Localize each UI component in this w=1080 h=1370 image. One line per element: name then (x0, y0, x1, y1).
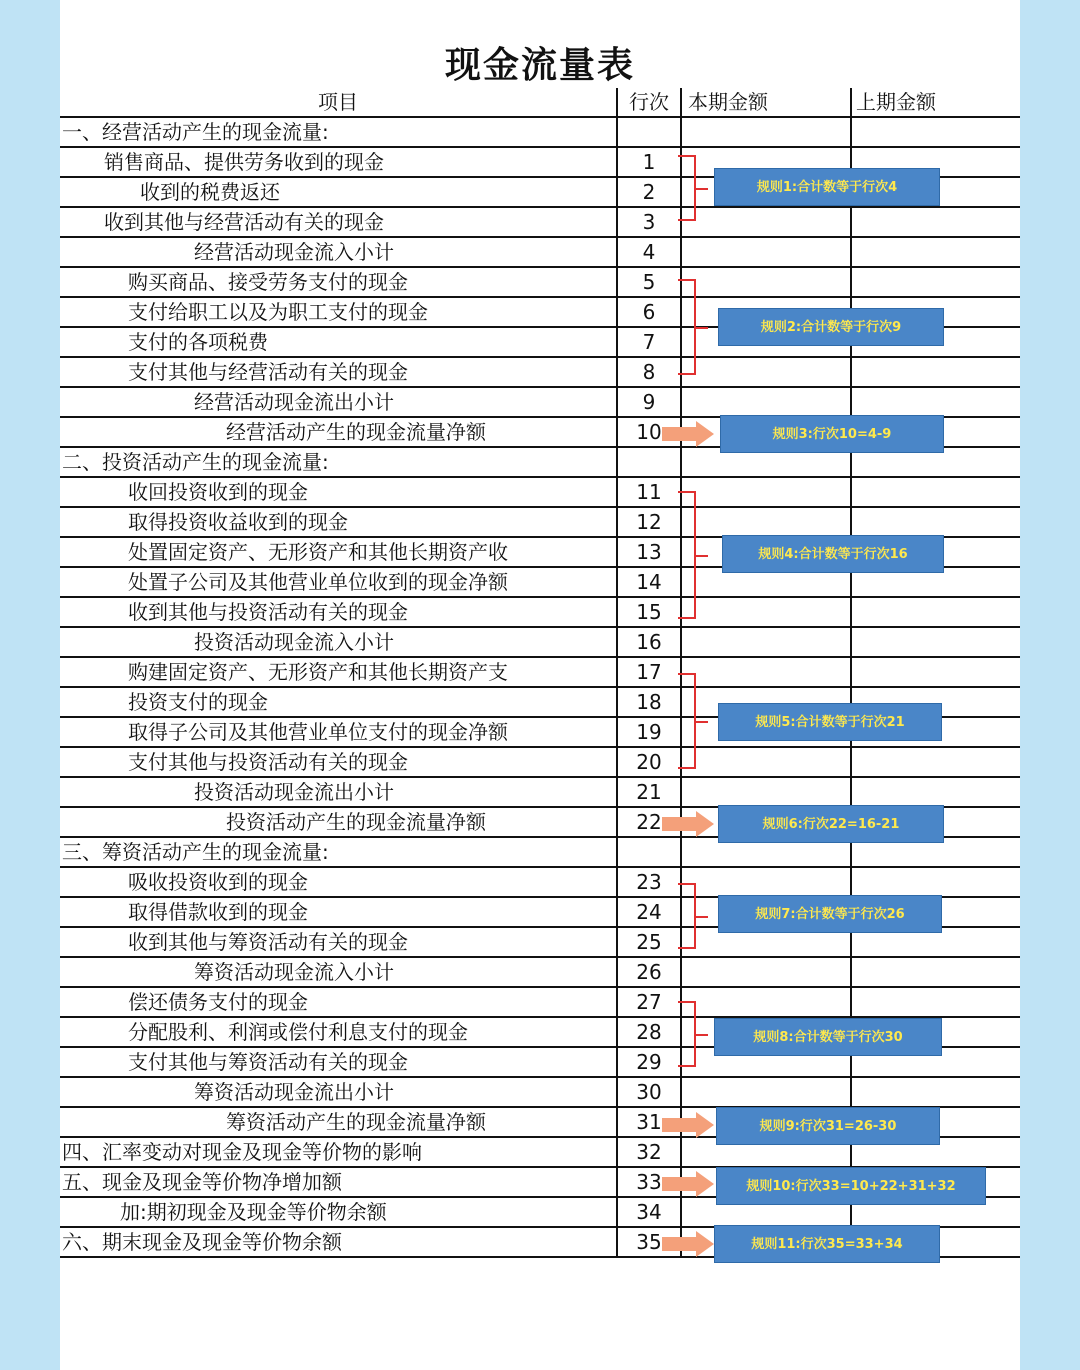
row-item-label: 购建固定资产、无形资产和其他长期资产支 (128, 660, 508, 684)
row-item-label: 收到其他与经营活动有关的现金 (104, 210, 384, 234)
previous-amount-cell[interactable] (850, 238, 1020, 266)
row-number: 31 (616, 1108, 680, 1136)
row-number: 34 (616, 1198, 680, 1226)
current-amount-cell[interactable] (680, 118, 850, 146)
current-amount-cell[interactable] (680, 688, 850, 716)
row-number (616, 448, 680, 476)
row-item-label: 一、经营活动产生的现金流量: (62, 120, 329, 144)
row-number: 16 (616, 628, 680, 656)
row-number: 25 (616, 928, 680, 956)
row-item-label: 六、期末现金及现金等价物余额 (62, 1230, 342, 1254)
current-amount-cell[interactable] (680, 208, 850, 236)
rule-label: 规则2:合计数等于行次9 (718, 308, 944, 346)
row-number: 9 (616, 388, 680, 416)
row-number: 17 (616, 658, 680, 686)
header-row-number: 行次 (616, 88, 680, 116)
current-amount-cell[interactable] (680, 448, 850, 476)
table-row (60, 448, 1020, 478)
row-number (616, 118, 680, 146)
current-amount-cell[interactable] (680, 1198, 850, 1226)
table-row (60, 268, 1020, 298)
table-row (60, 1168, 1020, 1198)
table-row (60, 868, 1020, 898)
current-amount-cell[interactable] (680, 568, 850, 596)
table-row (60, 1198, 1020, 1228)
table-row (60, 658, 1020, 688)
row-number: 32 (616, 1138, 680, 1166)
row-item-label: 四、汇率变动对现金及现金等价物的影响 (62, 1140, 422, 1164)
row-item-label: 经营活动现金流出小计 (194, 390, 394, 414)
table-row (60, 748, 1020, 778)
previous-amount-cell[interactable] (850, 388, 1020, 416)
header-item: 项目 (318, 90, 358, 114)
rule-label: 规则10:行次33=10+22+31+32 (716, 1167, 986, 1205)
current-amount-cell[interactable] (680, 868, 850, 896)
previous-amount-cell[interactable] (850, 988, 1020, 1016)
row-item-label: 吸收投资收到的现金 (128, 870, 308, 894)
row-item-label: 投资活动产生的现金流量净额 (226, 810, 486, 834)
previous-amount-cell[interactable] (850, 778, 1020, 806)
rule-label: 规则4:合计数等于行次16 (722, 535, 944, 573)
table-row (60, 1228, 1020, 1258)
table-row (60, 298, 1020, 328)
previous-amount-cell[interactable] (850, 148, 1020, 176)
row-item-label: 取得投资收益收到的现金 (128, 510, 348, 534)
previous-amount-cell[interactable] (850, 298, 1020, 326)
row-item-label: 经营活动现金流入小计 (194, 240, 394, 264)
table-row (60, 148, 1020, 178)
current-amount-cell[interactable] (680, 328, 850, 356)
previous-amount-cell[interactable] (850, 568, 1020, 596)
previous-amount-cell[interactable] (850, 898, 1020, 926)
row-item-label: 销售商品、提供劳务收到的现金 (104, 150, 384, 174)
row-number: 15 (616, 598, 680, 626)
report-sheet (60, 0, 1020, 1370)
current-amount-cell[interactable] (680, 508, 850, 536)
row-item-label: 分配股利、利润或偿付利息支付的现金 (128, 1020, 468, 1044)
row-number: 22 (616, 808, 680, 836)
row-number: 11 (616, 478, 680, 506)
previous-amount-cell[interactable] (850, 1168, 1020, 1196)
row-item-label: 收到其他与筹资活动有关的现金 (128, 930, 408, 954)
row-item-label: 投资活动现金流入小计 (194, 630, 394, 654)
row-number: 19 (616, 718, 680, 746)
current-amount-cell[interactable] (680, 928, 850, 956)
current-amount-cell[interactable] (680, 1228, 850, 1256)
previous-amount-cell[interactable] (850, 928, 1020, 956)
row-item-label: 收到的税费返还 (140, 180, 280, 204)
row-item-label: 三、筹资活动产生的现金流量: (62, 840, 329, 864)
current-amount-cell[interactable] (680, 658, 850, 686)
row-item-label: 支付其他与投资活动有关的现金 (128, 750, 408, 774)
row-item-label: 支付其他与筹资活动有关的现金 (128, 1050, 408, 1074)
current-amount-cell[interactable] (680, 958, 850, 986)
row-item-label: 支付其他与经营活动有关的现金 (128, 360, 408, 384)
table-row (60, 598, 1020, 628)
row-item-label: 支付给职工以及为职工支付的现金 (128, 300, 428, 324)
table-row (60, 508, 1020, 538)
current-amount-cell[interactable] (680, 148, 850, 176)
row-number: 12 (616, 508, 680, 536)
current-amount-cell[interactable] (680, 388, 850, 416)
rule-label: 规则11:行次35=33+34 (714, 1225, 940, 1263)
table-header-row (60, 88, 1020, 118)
row-item-label: 二、投资活动产生的现金流量: (62, 450, 329, 474)
row-number (616, 838, 680, 866)
current-amount-cell[interactable] (680, 718, 850, 746)
table-row (60, 418, 1020, 448)
row-number: 24 (616, 898, 680, 926)
current-amount-cell[interactable] (680, 1108, 850, 1136)
row-number: 1 (616, 148, 680, 176)
table-row (60, 688, 1020, 718)
current-amount-cell[interactable] (680, 238, 850, 266)
row-number: 6 (616, 298, 680, 326)
table-row (60, 208, 1020, 238)
row-item-label: 支付的各项税费 (128, 330, 268, 354)
previous-amount-cell[interactable] (850, 658, 1020, 686)
current-amount-cell[interactable] (680, 538, 850, 566)
current-amount-cell[interactable] (680, 598, 850, 626)
table-row (60, 1108, 1020, 1138)
table-row (60, 778, 1020, 808)
table-row (60, 898, 1020, 928)
rule-label: 规则8:合计数等于行次30 (714, 1018, 942, 1056)
row-number: 29 (616, 1048, 680, 1076)
current-amount-cell[interactable] (680, 748, 850, 776)
row-item-label: 经营活动产生的现金流量净额 (226, 420, 486, 444)
rule-label: 规则9:行次31=26-30 (716, 1107, 940, 1145)
current-amount-cell[interactable] (680, 778, 850, 806)
previous-amount-cell[interactable] (850, 538, 1020, 566)
current-amount-cell[interactable] (680, 1078, 850, 1106)
previous-amount-cell[interactable] (850, 598, 1020, 626)
table-row (60, 538, 1020, 568)
current-amount-cell[interactable] (680, 1048, 850, 1076)
row-number: 7 (616, 328, 680, 356)
table-row (60, 988, 1020, 1018)
previous-amount-cell[interactable] (850, 718, 1020, 746)
previous-amount-cell[interactable] (850, 478, 1020, 506)
table-row (60, 1048, 1020, 1078)
previous-amount-cell[interactable] (850, 208, 1020, 236)
table-row (60, 568, 1020, 598)
rule-label: 规则5:合计数等于行次21 (718, 703, 942, 741)
table-row (60, 1078, 1020, 1108)
current-amount-cell[interactable] (680, 1138, 850, 1166)
previous-amount-cell[interactable] (850, 958, 1020, 986)
row-number: 3 (616, 208, 680, 236)
row-item-label: 处置子公司及其他营业单位收到的现金净额 (128, 570, 508, 594)
table-row (60, 928, 1020, 958)
rule-label: 规则7:合计数等于行次26 (718, 895, 942, 933)
previous-amount-cell[interactable] (850, 628, 1020, 656)
table-row (60, 478, 1020, 508)
current-amount-cell[interactable] (680, 628, 850, 656)
previous-amount-cell[interactable] (850, 838, 1020, 866)
current-amount-cell[interactable] (680, 898, 850, 926)
rule-label: 规则3:行次10=4-9 (720, 415, 944, 453)
rule-label: 规则1:合计数等于行次4 (714, 168, 940, 206)
row-item-label: 五、现金及现金等价物净增加额 (62, 1170, 342, 1194)
current-amount-cell[interactable] (680, 358, 850, 386)
row-item-label: 加:期初现金及现金等价物余额 (120, 1200, 387, 1224)
current-amount-cell[interactable] (680, 1168, 850, 1196)
previous-amount-cell[interactable] (850, 1018, 1020, 1046)
row-number: 28 (616, 1018, 680, 1046)
table-row (60, 328, 1020, 358)
table-row (60, 628, 1020, 658)
current-amount-cell[interactable] (680, 838, 850, 866)
current-amount-cell[interactable] (680, 298, 850, 326)
current-amount-cell[interactable] (680, 1018, 850, 1046)
previous-amount-cell[interactable] (850, 118, 1020, 146)
table-row (60, 178, 1020, 208)
previous-amount-cell[interactable] (850, 1138, 1020, 1166)
table-row (60, 358, 1020, 388)
row-number: 20 (616, 748, 680, 776)
table-row (60, 238, 1020, 268)
previous-amount-cell[interactable] (850, 1078, 1020, 1106)
previous-amount-cell[interactable] (850, 868, 1020, 896)
row-number: 8 (616, 358, 680, 386)
table-row (60, 958, 1020, 988)
row-number: 27 (616, 988, 680, 1016)
header-current-amount: 本期金额 (680, 88, 850, 116)
current-amount-cell[interactable] (680, 988, 850, 1016)
row-item-label: 取得借款收到的现金 (128, 900, 308, 924)
row-number: 4 (616, 238, 680, 266)
row-number: 10 (616, 418, 680, 446)
row-item-label: 筹资活动产生的现金流量净额 (226, 1110, 486, 1134)
row-number: 35 (616, 1228, 680, 1256)
previous-amount-cell[interactable] (850, 418, 1020, 446)
previous-amount-cell[interactable] (850, 328, 1020, 356)
row-item-label: 收回投资收到的现金 (128, 480, 308, 504)
row-item-label: 偿还债务支付的现金 (128, 990, 308, 1014)
row-item-label: 投资活动现金流出小计 (194, 780, 394, 804)
row-item-label: 取得子公司及其他营业单位支付的现金净额 (128, 720, 508, 744)
table-row (60, 718, 1020, 748)
previous-amount-cell[interactable] (850, 688, 1020, 716)
row-item-label: 购买商品、接受劳务支付的现金 (128, 270, 408, 294)
previous-amount-cell[interactable] (850, 178, 1020, 206)
row-number: 21 (616, 778, 680, 806)
row-item-label: 收到其他与投资活动有关的现金 (128, 600, 408, 624)
previous-amount-cell[interactable] (850, 1198, 1020, 1226)
current-amount-cell[interactable] (680, 178, 850, 206)
current-amount-cell[interactable] (680, 808, 850, 836)
row-number: 33 (616, 1168, 680, 1196)
row-number: 2 (616, 178, 680, 206)
row-item-label: 筹资活动现金流入小计 (194, 960, 394, 984)
table-row (60, 838, 1020, 868)
previous-amount-cell[interactable] (850, 268, 1020, 296)
current-amount-cell[interactable] (680, 268, 850, 296)
row-number: 5 (616, 268, 680, 296)
previous-amount-cell[interactable] (850, 448, 1020, 476)
row-number: 26 (616, 958, 680, 986)
row-item-label: 筹资活动现金流出小计 (194, 1080, 394, 1104)
row-number: 18 (616, 688, 680, 716)
report-title: 现金流量表 (444, 44, 635, 86)
row-item-label: 处置固定资产、无形资产和其他长期资产收 (128, 540, 508, 564)
table-row (60, 388, 1020, 418)
table-row (60, 118, 1020, 148)
previous-amount-cell[interactable] (850, 358, 1020, 386)
previous-amount-cell[interactable] (850, 1228, 1020, 1256)
previous-amount-cell[interactable] (850, 1048, 1020, 1076)
header-previous-amount: 上期金额 (850, 88, 1020, 116)
table-row (60, 808, 1020, 838)
current-amount-cell[interactable] (680, 478, 850, 506)
previous-amount-cell[interactable] (850, 748, 1020, 776)
current-amount-cell[interactable] (680, 418, 850, 446)
row-number: 14 (616, 568, 680, 596)
previous-amount-cell[interactable] (850, 1108, 1020, 1136)
row-number: 13 (616, 538, 680, 566)
row-number: 23 (616, 868, 680, 896)
previous-amount-cell[interactable] (850, 808, 1020, 836)
row-number: 30 (616, 1078, 680, 1106)
table-row (60, 1138, 1020, 1168)
row-item-label: 投资支付的现金 (128, 690, 268, 714)
table-row (60, 1018, 1020, 1048)
rule-label: 规则6:行次22=16-21 (718, 805, 944, 843)
previous-amount-cell[interactable] (850, 508, 1020, 536)
